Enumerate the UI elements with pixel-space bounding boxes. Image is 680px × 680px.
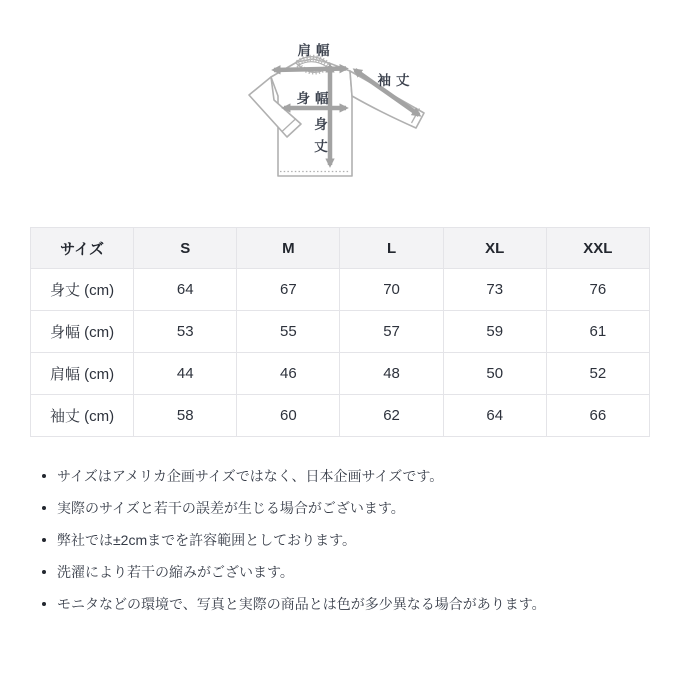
size-value-cell: 55 (237, 311, 340, 353)
size-value-cell: 70 (340, 269, 443, 311)
row-label: 身丈 (cm) (31, 269, 134, 311)
size-value-cell: 62 (340, 395, 443, 437)
note-item: サイズはアメリカ企画サイズではなく、日本企画サイズです。 (40, 466, 656, 486)
table-row-sleeve-length (31, 395, 650, 437)
column-header-size: サイズ (31, 228, 134, 269)
size-value-cell: 66 (546, 395, 649, 437)
body-width-label: 身幅 (296, 91, 334, 106)
row-label: 身幅 (cm) (31, 311, 134, 353)
size-value-cell: 48 (340, 353, 443, 395)
column-header-m: M (237, 228, 340, 269)
size-value-cell: 73 (443, 269, 546, 311)
row-label: 袖丈 (cm) (31, 395, 134, 437)
note-item: 弊社では±2cmまでを許容範囲としております。 (40, 530, 656, 550)
shirt-measurement-diagram (240, 38, 440, 186)
note-item: 洗濯により若干の縮みがございます。 (40, 562, 656, 582)
size-value-cell: 44 (134, 353, 237, 395)
size-value-cell: 52 (546, 353, 649, 395)
shoulder-width-arrow (274, 69, 346, 71)
column-header-xl: XL (443, 228, 546, 269)
size-value-cell: 53 (134, 311, 237, 353)
table-row-body-length (31, 269, 650, 311)
size-value-cell: 59 (443, 311, 546, 353)
table-row-shoulder-width (31, 353, 650, 395)
size-table (30, 227, 650, 437)
size-value-cell: 46 (237, 353, 340, 395)
size-value-cell: 61 (546, 311, 649, 353)
size-value-cell: 58 (134, 395, 237, 437)
column-header-xxl: XXL (546, 228, 649, 269)
row-label: 肩幅 (cm) (31, 353, 134, 395)
sleeve-length-label: 袖丈 (377, 73, 415, 88)
header-row (31, 228, 650, 269)
shoulder-width-label: 肩幅 (297, 43, 335, 58)
column-header-l: L (340, 228, 443, 269)
size-value-cell: 64 (134, 269, 237, 311)
note-item: 実際のサイズと若干の誤差が生じる場合がございます。 (40, 498, 656, 518)
size-value-cell: 67 (237, 269, 340, 311)
column-header-s: S (134, 228, 237, 269)
size-value-cell: 64 (443, 395, 546, 437)
size-table-body (31, 269, 650, 437)
size-notes-list (40, 466, 656, 626)
size-value-cell: 60 (237, 395, 340, 437)
size-table-header (31, 228, 650, 269)
body-length-label-char1: 身 (314, 117, 328, 132)
table-row-body-width (31, 311, 650, 353)
size-value-cell: 50 (443, 353, 546, 395)
size-value-cell: 57 (340, 311, 443, 353)
shirt-diagram-icon (240, 38, 440, 186)
note-item: モニタなどの環境で、写真と実際の商品とは色が多少異なる場合があります。 (40, 594, 656, 614)
body-length-label-char2: 丈 (314, 139, 328, 154)
size-value-cell: 76 (546, 269, 649, 311)
